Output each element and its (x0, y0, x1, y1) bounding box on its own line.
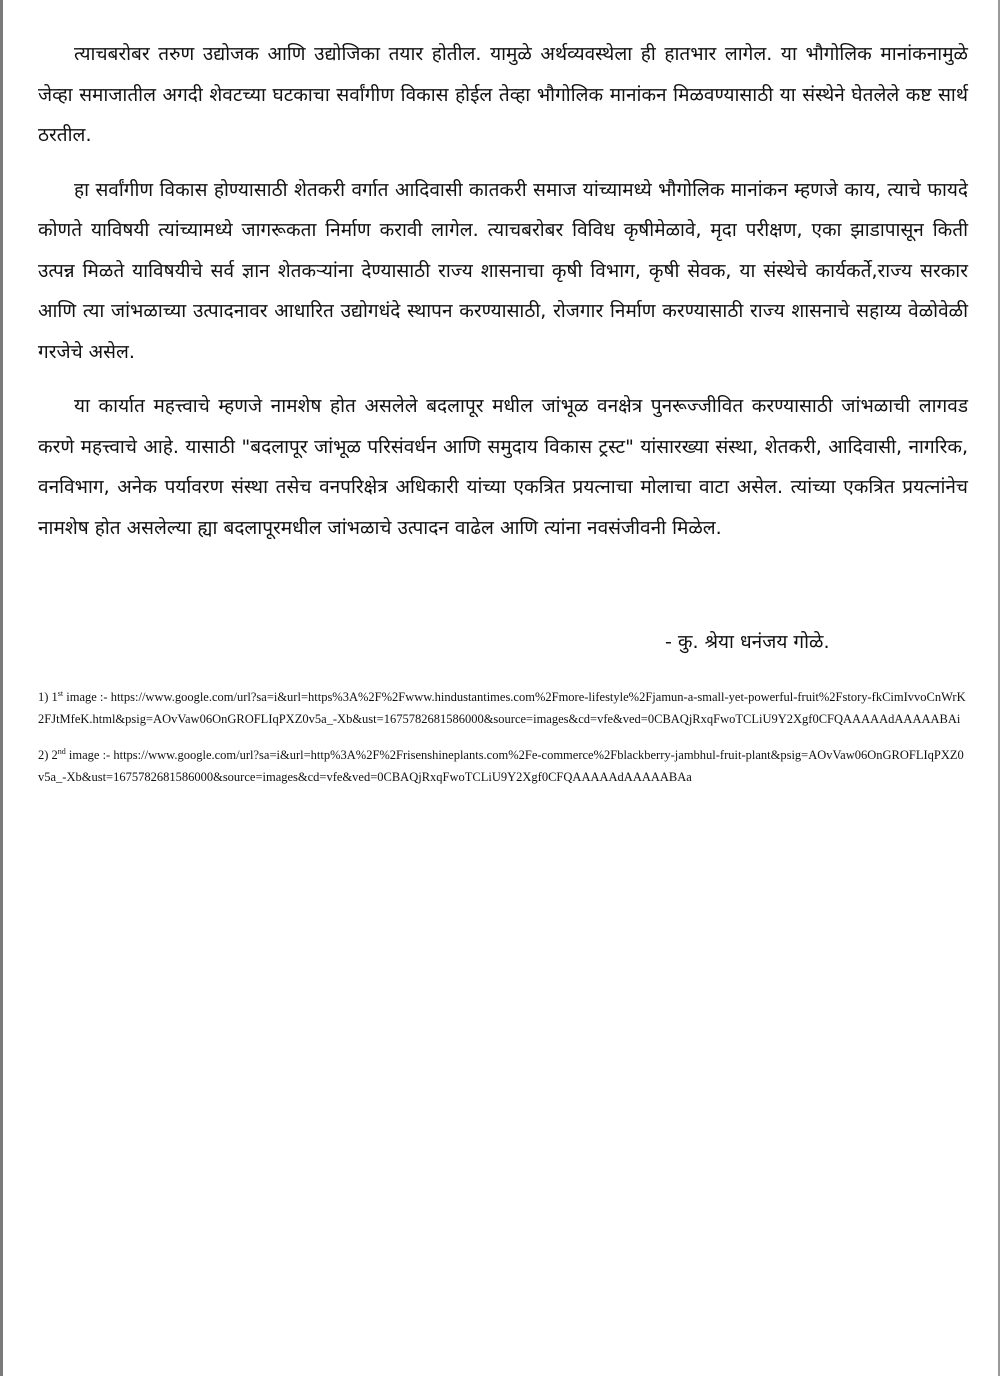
reference-number: 2) (38, 748, 49, 762)
reference-url: https://www.google.com/url?sa=i&url=https%3A%2F%2Fwww.hindustantimes.com%2Fmore-lifestyle%2Fjamun-a-small-yet-powerful-fruit%2Fstory-fkCimIvvoCnWrK2FJtMfeK.html&psig=AOvVaw06OnGROFLIqPXZ0v5a_-Xb&ust=1675782681586000&source=images&cd=vfe&ved=0CBAQjRxqFwoTCLiU9Y2Xgf0CFQAAAAAdAAAAABAi (38, 690, 966, 726)
reference-label: image :- (68, 748, 111, 762)
image-references (38, 686, 968, 802)
reference-ordinal-suffix: nd (57, 746, 66, 756)
reference-ordinal: 1 (51, 690, 58, 704)
reference-label: image :- (66, 690, 108, 704)
reference-2 (38, 744, 968, 788)
paragraph-3: या कार्यात महत्त्वाचे म्हणजे नामशेष होत असलेले बदलापूर मधील जांभूळ वनक्षेत्र पुनरूज्जीवित करण्यासाठी जांभळाची लागवड करणे महत्त्वाचे आहे. यासाठी "बदलापूर जांभूळ परिसंवर्धन आणि समुदाय विकास ट्रस्ट" यांसारख्या संस्था, शेतकरी, आदिवासी, नागरिक, वनविभाग, अनेक पर्यावरण संस्था तसेच वनपरिक्षेत्र अधिकारी यांच्या एकत्रित प्रयत्नाचा मोलाचा वाटा असेल. त्यांच्या एकत्रित प्रयत्नांनेच नामशेष होत असलेल्या ह्या बदलापूरमधील जांभळाचे उत्पादन वाढेल आणि त्यांना नवसंजीवनी मिळेल. (38, 395, 968, 539)
reference-ordinal: 2 (51, 748, 58, 762)
article-body (38, 34, 968, 562)
paragraph-1: त्याचबरोबर तरुण उद्योजक आणि उद्योजिका तयार होतील. यामुळे अर्थव्यवस्थेला ही हातभार लागेल. या भौगोलिक मानांकनामुळे जेव्हा समाजातील अगदी शेवटच्या घटकाचा सर्वांगीण विकास होईल तेव्हा भौगोलिक मानांकन मिळवण्यासाठी या संस्थेने घेतलेले कष्ट सार्थ ठरतील. (38, 43, 968, 146)
author-signature: - कु. श्रेया धनंजय गोळे. (665, 631, 830, 653)
paragraph-2: हा सर्वांगीण विकास होण्यासाठी शेतकरी वर्गात आदिवासी कातकरी समाज यांच्यामध्ये भौगोलिक मानांकन म्हणजे काय, त्याचे फायदे कोणते याविषयी त्यांच्यामध्ये जागरूकता निर्माण करावी लागेल. त्याचबरोबर विविध कृषीमेळावे, मृदा परीक्षण, एका झाडापासून किती उत्पन्न मिळते याविषयीचे सर्व ज्ञान शेतकऱ्यांना देण्यासाठी राज्य शासनाचा कृषी विभाग, कृषी सेवक, या संस्थेचे कार्यकर्ते,राज्य सरकार आणि त्या जांभळाच्या उत्पादनावर आधारित उद्योगधंदे स्थापन करण्यासाठी, रोजगार निर्माण करण्यासाठी राज्य शासनाचे सहाय्य वेळोवेळी गरजेचे असेल. (38, 178, 968, 363)
reference-1 (38, 686, 968, 730)
reference-ordinal-suffix: st (57, 688, 64, 698)
reference-url: https://www.google.com/url?sa=i&url=http%3A%2F%2Frisenshineplants.com%2Fe-commerce%2Fblackberry-jambhul-fruit-plant&psig=AOvVaw06OnGROFLIqPXZ0v5a_-Xb&ust=1675782681586000&source=images&cd=vfe&ved=0CBAQjRxqFwoTCLiU9Y2Xgf0CFQAAAAAdAAAAABAa (38, 748, 964, 784)
reference-number: 1) (38, 690, 49, 704)
